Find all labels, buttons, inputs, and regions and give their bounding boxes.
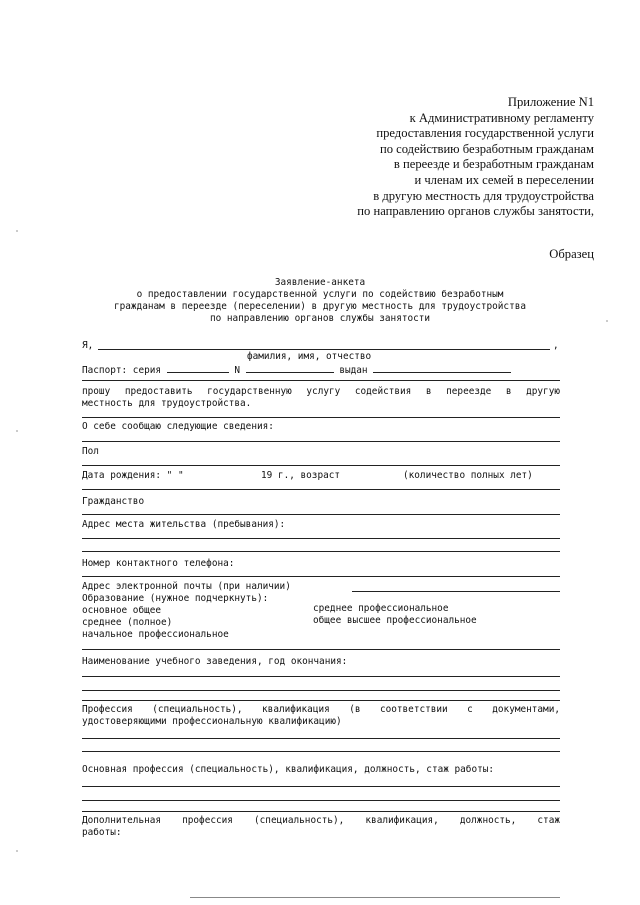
education-option[interactable]: среднее (полное)	[82, 617, 173, 628]
appendix-header	[357, 95, 594, 220]
additional-profession-label-line: работы:	[82, 827, 122, 838]
passport-number-label: N	[234, 365, 240, 376]
i-end: ,	[553, 340, 559, 351]
birth-date-label: Дата рождения: " "	[82, 470, 184, 481]
education-option[interactable]: среднее профессиональное	[313, 603, 449, 614]
appendix-line: к Административному регламенту	[409, 110, 594, 125]
institution-field-line[interactable]	[82, 700, 560, 701]
appendix-line: предоставления государственной услуги	[376, 126, 594, 141]
education-option[interactable]: общее высшее профессиональное	[313, 615, 477, 626]
education-option[interactable]: основное общее	[82, 605, 162, 616]
form-subtitle-line: гражданам в переезде (переселении) в другую местность для трудоустройства	[113, 301, 527, 312]
scan-speck	[16, 230, 18, 232]
institution-field-line[interactable]	[82, 676, 560, 677]
name-line[interactable]	[98, 349, 550, 350]
request-line: прошу предоставить государственную услугу содействия в переезде в другую	[82, 386, 560, 397]
scan-speck	[16, 850, 18, 852]
address-label: Адрес места жительства (пребывания):	[82, 519, 286, 530]
form-title: Заявление-анкета	[274, 277, 366, 288]
education-option[interactable]: начальное профессиональное	[82, 629, 229, 640]
passport-issued-field[interactable]	[373, 363, 511, 373]
main-profession-label: Основная профессия (специальность), квалификация, должность, стаж работы:	[82, 764, 495, 775]
institution-label: Наименование учебного заведения, год окончания:	[82, 656, 348, 667]
email-label: Адрес электронной почты (при наличии)	[82, 581, 291, 592]
profession-field-line[interactable]	[82, 751, 560, 752]
institution-field-line[interactable]	[82, 690, 560, 691]
profession-label-line: удостоверяющими профессиональную квалификацию)	[82, 716, 342, 727]
scan-speck	[606, 320, 608, 322]
additional-profession-label-line: Дополнительная профессия (специальность), квалификация, должность, стаж	[82, 815, 560, 826]
sample-label: Образец	[549, 247, 594, 261]
phone-label: Номер контактного телефона:	[82, 558, 235, 569]
appendix-line: в другую местность для трудоустройства	[373, 188, 594, 203]
sex-label: Пол	[82, 446, 99, 457]
appendix-line: и членам их семей в переселении	[414, 172, 594, 187]
rule-line	[82, 441, 560, 442]
rule-line	[82, 649, 560, 650]
address-field-line[interactable]	[82, 538, 560, 539]
phone-field-line[interactable]	[82, 576, 560, 577]
appendix-line: в переезде и безработным гражданам	[393, 157, 594, 172]
sex-field-line[interactable]	[82, 465, 560, 466]
main-profession-field-line[interactable]	[82, 786, 560, 787]
email-field-line[interactable]	[352, 591, 560, 592]
appendix-line: по направлению органов службы занятости,	[357, 204, 594, 219]
scan-speck	[16, 430, 18, 432]
passport-continuation-line[interactable]	[82, 380, 560, 381]
name-hint: фамилия, имя, отчество	[247, 351, 372, 362]
passport-series-field[interactable]	[167, 363, 229, 373]
profession-field-line[interactable]	[82, 738, 560, 739]
passport-label: Паспорт: серия	[82, 365, 162, 376]
form-subtitle-line: по направлению органов службы занятости	[209, 313, 431, 324]
passport-number-field[interactable]	[246, 363, 334, 373]
birth-year-label: 19 г., возраст	[261, 470, 341, 481]
form-subtitle-line: о предоставлении государственной услуги по содействию безработным	[136, 289, 504, 300]
education-label: Образование (нужное подчеркнуть):	[82, 593, 269, 604]
about-self-label: О себе сообщаю следующие сведения:	[82, 421, 274, 432]
birth-date-field-line[interactable]	[82, 489, 560, 490]
passport-line	[82, 363, 511, 376]
profession-label-line: Профессия (специальность), квалификация (в соответствии с документами,	[82, 704, 560, 715]
appendix-line: по содействию безработным гражданам	[379, 141, 594, 156]
main-profession-field-line[interactable]	[82, 800, 560, 801]
request-line: местность для трудоустройства.	[82, 398, 252, 409]
main-profession-field-line[interactable]	[82, 811, 560, 812]
citizenship-field-line[interactable]	[82, 514, 560, 515]
rule-line	[82, 417, 560, 418]
age-hint: (количество полных лет)	[403, 470, 533, 481]
citizenship-label: Гражданство	[82, 496, 145, 507]
passport-issued-label: выдан	[339, 365, 368, 376]
appendix-line: Приложение N1	[507, 95, 594, 109]
address-field-line[interactable]	[82, 551, 560, 552]
rule-line	[190, 897, 560, 898]
i-label: Я,	[82, 340, 94, 351]
